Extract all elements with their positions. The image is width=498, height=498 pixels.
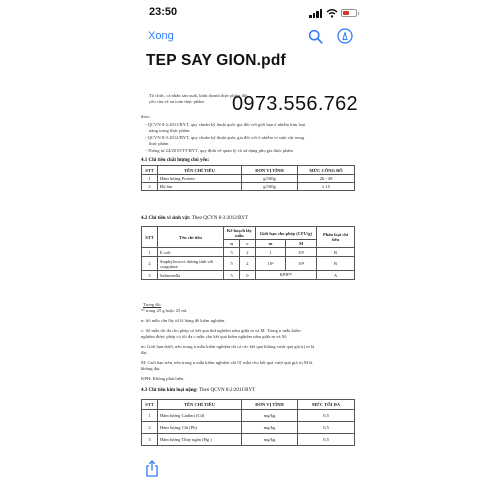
table-cell: mg/kg (242, 422, 298, 434)
table-cell: 0,5 (298, 422, 355, 434)
table-row (142, 410, 355, 422)
notes-line: M: Giới hạn trên, nếu trong n mẫu kiểm nghiệm chỉ 01 mẫu cho kết quả vượt quá giá trị M là (141, 360, 313, 365)
table-cell: 1 (142, 248, 158, 257)
notes-line: nghiệm được phép có tối đa c mẫu cho kết quả kiểm nghiệm nằm giữa m và M. (141, 334, 287, 339)
status-time: 23:50 (149, 6, 178, 18)
navigation-bar (135, 26, 363, 48)
notes-line: KPH: Không phát hiện. (141, 376, 185, 381)
notes-line: không đạt. (141, 366, 161, 371)
table-cell: 0 (240, 271, 256, 280)
table-cell: g/100g (242, 175, 298, 183)
table-subheader: m (255, 240, 286, 248)
table-cell: Salmonella (158, 271, 224, 280)
table-header: ĐƠN VỊ TÍNH (242, 400, 298, 410)
notes-line: Trong đó: (143, 302, 162, 307)
table-row (142, 434, 355, 446)
table-row (142, 257, 355, 271)
table-cell: 26 - 49 (298, 175, 355, 183)
search-icon[interactable] (308, 29, 323, 44)
intro-line: - QCVN 8-3:2012/BYT, quy chuẩn kỹ thuật quốc gia đối với ô nhiễm vi sinh vật trong (145, 135, 305, 140)
section-43-title: 4.3 Chỉ tiêu kim loại nặng: (141, 388, 198, 393)
table-cell: 5 (224, 271, 240, 280)
microbiology-table (141, 226, 355, 280)
table-cell: 10² (255, 257, 286, 271)
cellular-signal-icon (309, 9, 323, 18)
table-cell: 3 (142, 434, 158, 446)
battery-icon (341, 9, 357, 17)
table-cell: 0,5 (298, 434, 355, 446)
table-cell: 2 (142, 422, 158, 434)
intro-line: - Thông tư 24/2019/TT-BYT, quy định về quản lý và sử dụng phụ gia thực phẩm (145, 148, 293, 153)
intro-line: nặng trong thực phẩm. (149, 128, 191, 133)
pdf-page[interactable] (135, 92, 363, 458)
table-row (142, 271, 355, 280)
table-row (142, 422, 355, 434)
table-header: Phân loại chỉ tiêu (317, 227, 355, 248)
table-cell: 2 (240, 248, 256, 257)
table-row (142, 248, 355, 257)
table-header: STT (142, 227, 158, 248)
table-subheader: M (286, 240, 317, 248)
table-cell: Hàm lượng Chì (Pb) (158, 422, 242, 434)
table-cell: A (317, 271, 355, 280)
table-header: MỨC CÔNG BỐ (298, 166, 355, 175)
notes-line: đạt. (141, 350, 148, 355)
section-42-note: Theo QCVN 8-3:2012/BYT (191, 216, 249, 221)
table-cell: Staphylococci dương tính với coagulase (158, 257, 224, 271)
document-title: TEP SAY GION.pdf (146, 52, 286, 69)
done-button[interactable]: Xong (148, 30, 174, 42)
phone-number-overlay: 0973.556.762 (232, 93, 358, 115)
markup-icon[interactable] (337, 28, 353, 44)
table-header: STT (142, 400, 158, 410)
table-header: Tên chỉ tiêu (158, 227, 224, 248)
table-cell: Hàm lượng Cadimi (Cd) (158, 410, 242, 422)
table-cell: 1 (255, 248, 286, 257)
intro-line: theo: (141, 114, 151, 119)
table-row (142, 183, 355, 191)
table-cell: Hàm lượng Protein (158, 175, 242, 183)
intro-line: - QCVN 8-2:2011/BYT, quy chuẩn kỹ thuật quốc gia đối với giới hạn ô nhiễm kim loại (145, 122, 306, 127)
share-icon[interactable] (145, 460, 159, 477)
table-header: TÊN CHỈ TIÊU (158, 400, 242, 410)
table-header: ĐƠN VỊ TÍNH (242, 166, 298, 175)
table-cell: E.coli (158, 248, 224, 257)
bottom-toolbar (135, 458, 363, 498)
table-cell: Hàm lượng Thủy ngân (Hg ) (158, 434, 242, 446)
table-header: Kế hoạch lấy mẫu (224, 227, 256, 240)
table-cell: 0,5 (298, 410, 355, 422)
table-cell: ≤ 15 (298, 183, 355, 191)
table-cell: KPH⁽²⁾ (255, 271, 316, 280)
status-bar (135, 6, 363, 22)
table-cell: Độ ẩm (158, 183, 242, 191)
table-cell: mg/kg (242, 410, 298, 422)
table-cell: 2 (240, 257, 256, 271)
table-cell: 10³ (286, 257, 317, 271)
table-cell: 1 (142, 175, 158, 183)
intro-line: thực phẩm (149, 141, 169, 146)
table-header: Giới hạn cho phép (CFU/g) (255, 227, 316, 240)
table-subheader: n (224, 240, 240, 248)
table-header: MỨC TỐI ĐA (298, 400, 355, 410)
table-cell: 5 (224, 257, 240, 271)
section-42-title: 4.2 Chỉ tiêu vi sinh vật: (141, 216, 191, 221)
table-cell: B (317, 248, 355, 257)
section-43-heading (141, 388, 255, 393)
heavy-metals-table (141, 399, 355, 446)
table-cell: 2 (142, 257, 158, 271)
notes-line: n: Số mẫu cần lấy từ lô hàng để kiểm nghiệm. (141, 318, 226, 323)
table-cell: 2 (142, 183, 158, 191)
pdf-viewer-screen (135, 0, 363, 498)
intro-line: Tổ chức, cá nhân sản xuất, kinh doanh thực phẩm đặt yêu cầu về an toàn thực phẩm (149, 93, 248, 104)
wifi-icon (326, 8, 338, 18)
table-header: TÊN CHỈ TIÊU (158, 166, 242, 175)
notes-line: ⁽²⁾ trong 25 g hoặc 25 ml. (141, 308, 188, 313)
section-41-heading: 4.1 Chỉ tiêu chất lượng chủ yếu: (141, 158, 210, 163)
quality-table (141, 165, 355, 191)
notes-line: m: Giới hạn dưới, nếu trong n mẫu kiểm nghiệm tất cả các kết quả không vượt quá giá trị m là (141, 344, 315, 349)
table-row (142, 175, 355, 183)
table-subheader: c (240, 240, 256, 248)
table-cell: 1 (142, 410, 158, 422)
section-42-heading (141, 216, 248, 221)
table-cell: 10¹ (286, 248, 317, 257)
table-cell: mg/kg (242, 434, 298, 446)
table-cell: 3 (142, 271, 158, 280)
table-cell: g/100g (242, 183, 298, 191)
section-43-note: Theo QCVN 8-2:2011/BYT (198, 388, 256, 393)
table-cell: B (317, 257, 355, 271)
table-cell: 5 (224, 248, 240, 257)
notes-line: c: Số mẫu tối đa cho phép có kết quả thử nghiệm nằm giữa m và M. Trong n mẫu kiểm (141, 328, 301, 333)
table-header: STT (142, 166, 158, 175)
